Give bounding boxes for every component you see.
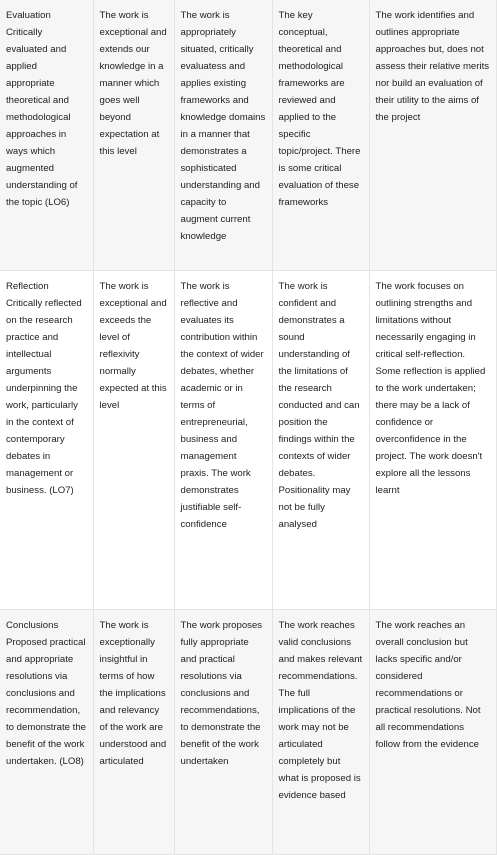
table-row-conclusions [0, 610, 496, 855]
descriptor-cell: The work is reflective and evaluates its contribution within the context of wider debates, whether academic or in terms of entrepreneurial, business and management praxis. The work demonstrates justifiable self-confidence [174, 271, 272, 610]
descriptor-cell: The work focuses on outlining strengths and limitations without necessarily engaging in critical self-reflection. Some reflection is applied to the work undertaken; there may be a lack of confidence or overconfidence in the project. The work doesn't explore all the lessons learnt [369, 271, 496, 610]
descriptor-cell: The work is confident and demonstrates a sound understanding of the limitations of the research conducted and can position the findings within the contexts of wider debates. Positionality may not be fully analysed [272, 271, 369, 610]
descriptor-cell: The work reaches valid conclusions and makes relevant recommendations. The full implications of the work may not be articulated completely but what is proposed is evidence based [272, 610, 369, 855]
descriptor-cell: The work identifies and outlines appropriate approaches but, does not assess their relative merits nor build an evaluation of their utility to the aims of the project [369, 0, 496, 271]
criterion-cell: Conclusions Proposed practical and appropriate resolutions via conclusions and recommendation, to demonstrate the benefit of the work undertaken. (LO8) [0, 610, 93, 855]
criterion-cell: Reflection Critically reflected on the research practice and intellectual arguments underpinning the work, particularly in the context of contemporary debates in management or business. (LO7) [0, 271, 93, 610]
descriptor-cell: The work proposes fully appropriate and practical resolutions via conclusions and recommendations, to demonstrate the benefit of the work undertaken [174, 610, 272, 855]
descriptor-cell: The work is exceptional and exceeds the level of reflexivity normally expected at this level [93, 271, 174, 610]
table-row-evaluation [0, 0, 496, 271]
descriptor-cell: The work is exceptional and extends our knowledge in a manner which goes well beyond expectation at this level [93, 0, 174, 271]
descriptor-cell: The work reaches an overall conclusion but lacks specific and/or considered recommendations or practical resolutions. Not all recommendations follow from the evidence [369, 610, 496, 855]
criterion-cell: Evaluation Critically evaluated and applied appropriate theoretical and methodological approaches in ways which augmented understanding of the topic (LO6) [0, 0, 93, 271]
descriptor-cell: The key conceptual, theoretical and methodological frameworks are reviewed and applied to the specific topic/project. There is some critical evaluation of these frameworks [272, 0, 369, 271]
table-row-reflection [0, 271, 496, 610]
descriptor-cell: The work is exceptionally insightful in terms of how the implications and relevancy of the work are understood and articulated [93, 610, 174, 855]
descriptor-cell: The work is appropriately situated, critically evaluatess and applies existing frameworks and knowledge domains in a manner that demonstrates a sophisticated understanding and capacity to augment current knowledge [174, 0, 272, 271]
